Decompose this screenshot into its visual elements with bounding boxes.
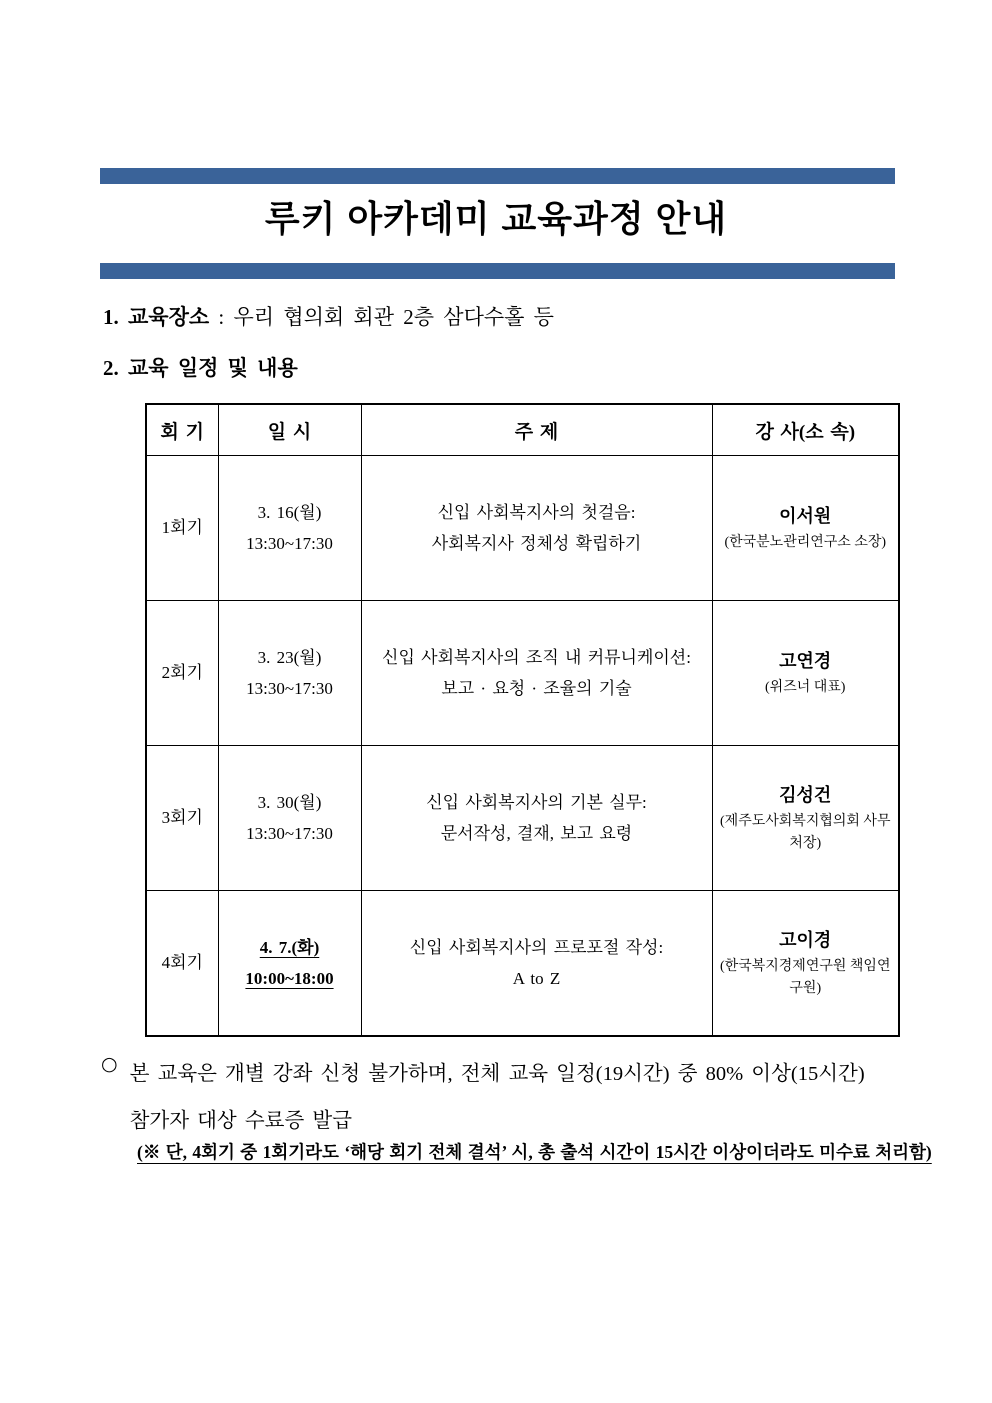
instructor-cell (712, 601, 899, 746)
topic-line: 신입 사회복지사의 조직 내 커뮤니케이션: (382, 647, 691, 667)
session-cell (146, 601, 218, 746)
session-label: 2회기 (161, 663, 203, 683)
session-cell (146, 891, 218, 1037)
topic-line: A to Z (512, 969, 561, 988)
table-row-session-3 (146, 746, 899, 891)
datetime-cell-emphasized (218, 891, 361, 1037)
date-text: 3. 23(월) (257, 647, 322, 667)
time-text: 13:30~17:30 (246, 534, 333, 553)
section-number: 2. (103, 356, 119, 380)
col-header-topic: 주 제 (361, 404, 712, 456)
title-top-rule (100, 168, 895, 184)
date-text: 4. 7.(화) (259, 937, 320, 957)
topic-line: 보고 · 요청 · 조율의 기술 (441, 679, 632, 698)
instructor-name: 이서원 (779, 505, 832, 526)
datetime-cell (218, 746, 361, 891)
topic-line: 사회복지사 정체성 확립하기 (431, 534, 642, 553)
section-training-location (103, 301, 554, 331)
instructor-name: 김성건 (779, 784, 832, 805)
circle-bullet-icon: ○ (101, 1053, 118, 1075)
section-number: 1. (103, 305, 119, 329)
completion-note (101, 1051, 865, 1145)
time-text: 13:30~17:30 (246, 679, 333, 698)
session-label: 3회기 (161, 808, 203, 828)
note-line-1: 본 교육은 개별 강좌 신청 불가하며, 전체 교육 일정(19시간) 중 80% 이상(15시간) (129, 1063, 865, 1085)
datetime-cell (218, 601, 361, 746)
col-header-session: 회 기 (146, 404, 218, 456)
session-cell (146, 456, 218, 601)
section-colon: : (218, 305, 225, 329)
time-text: 13:30~17:30 (246, 824, 333, 843)
session-label: 4회기 (161, 953, 203, 973)
instructor-affiliation: (한국복지경제연구원 책임연구원) (720, 958, 891, 996)
table-row-session-2 (146, 601, 899, 746)
instructor-name: 고이경 (779, 929, 832, 950)
schedule-table (145, 403, 900, 1037)
section-label: 교육 일정 및 내용 (128, 356, 298, 380)
footnote-text: (※ 단, 4회기 중 1회기라도 ‘해당 회기 전체 결석’ 시, 총 출석 시간이 15시간 이상이더라도 미수료 처리함) (137, 1142, 932, 1162)
completion-note-text (130, 1051, 865, 1145)
col-header-instructor: 강 사(소 속) (712, 404, 899, 456)
topic-line: 신입 사회복지사의 프로포절 작성: (409, 937, 664, 957)
section-label: 교육장소 (128, 305, 210, 329)
topic-line: 신입 사회복지사의 기본 실무: (426, 792, 647, 812)
title-bottom-rule (100, 263, 895, 279)
table-row-session-1 (146, 456, 899, 601)
topic-cell (361, 891, 712, 1037)
instructor-cell (712, 456, 899, 601)
topic-cell (361, 746, 712, 891)
table-header-row (146, 404, 899, 456)
table-row-session-4 (146, 891, 899, 1037)
instructor-cell (712, 746, 899, 891)
time-text: 10:00~18:00 (245, 969, 334, 988)
session-label: 1회기 (161, 518, 203, 538)
attendance-footnote (137, 1139, 932, 1164)
instructor-affiliation: (제주도사회복지협의회 사무처장) (720, 813, 891, 851)
instructor-name: 고연경 (779, 650, 832, 671)
instructor-affiliation: (한국분노관리연구소 소장) (724, 534, 887, 550)
topic-cell (361, 456, 712, 601)
session-cell (146, 746, 218, 891)
note-line-2: 참가자 대상 수료증 발급 (129, 1110, 352, 1133)
topic-cell (361, 601, 712, 746)
page-title: 루키 아카데미 교육과정 안내 (264, 198, 728, 239)
col-header-datetime: 일 시 (218, 404, 361, 456)
datetime-cell (218, 456, 361, 601)
section-text: 우리 협의회 회관 2층 삼다수홀 등 (233, 305, 554, 329)
instructor-cell (712, 891, 899, 1037)
date-text: 3. 30(월) (257, 792, 322, 812)
section-training-schedule (103, 352, 298, 382)
instructor-affiliation: (위즈너 대표) (765, 679, 846, 695)
date-text: 3. 16(월) (257, 502, 322, 522)
topic-line: 문서작성, 결재, 보고 요령 (440, 824, 633, 843)
topic-line: 신입 사회복지사의 첫걸음: (437, 502, 636, 522)
